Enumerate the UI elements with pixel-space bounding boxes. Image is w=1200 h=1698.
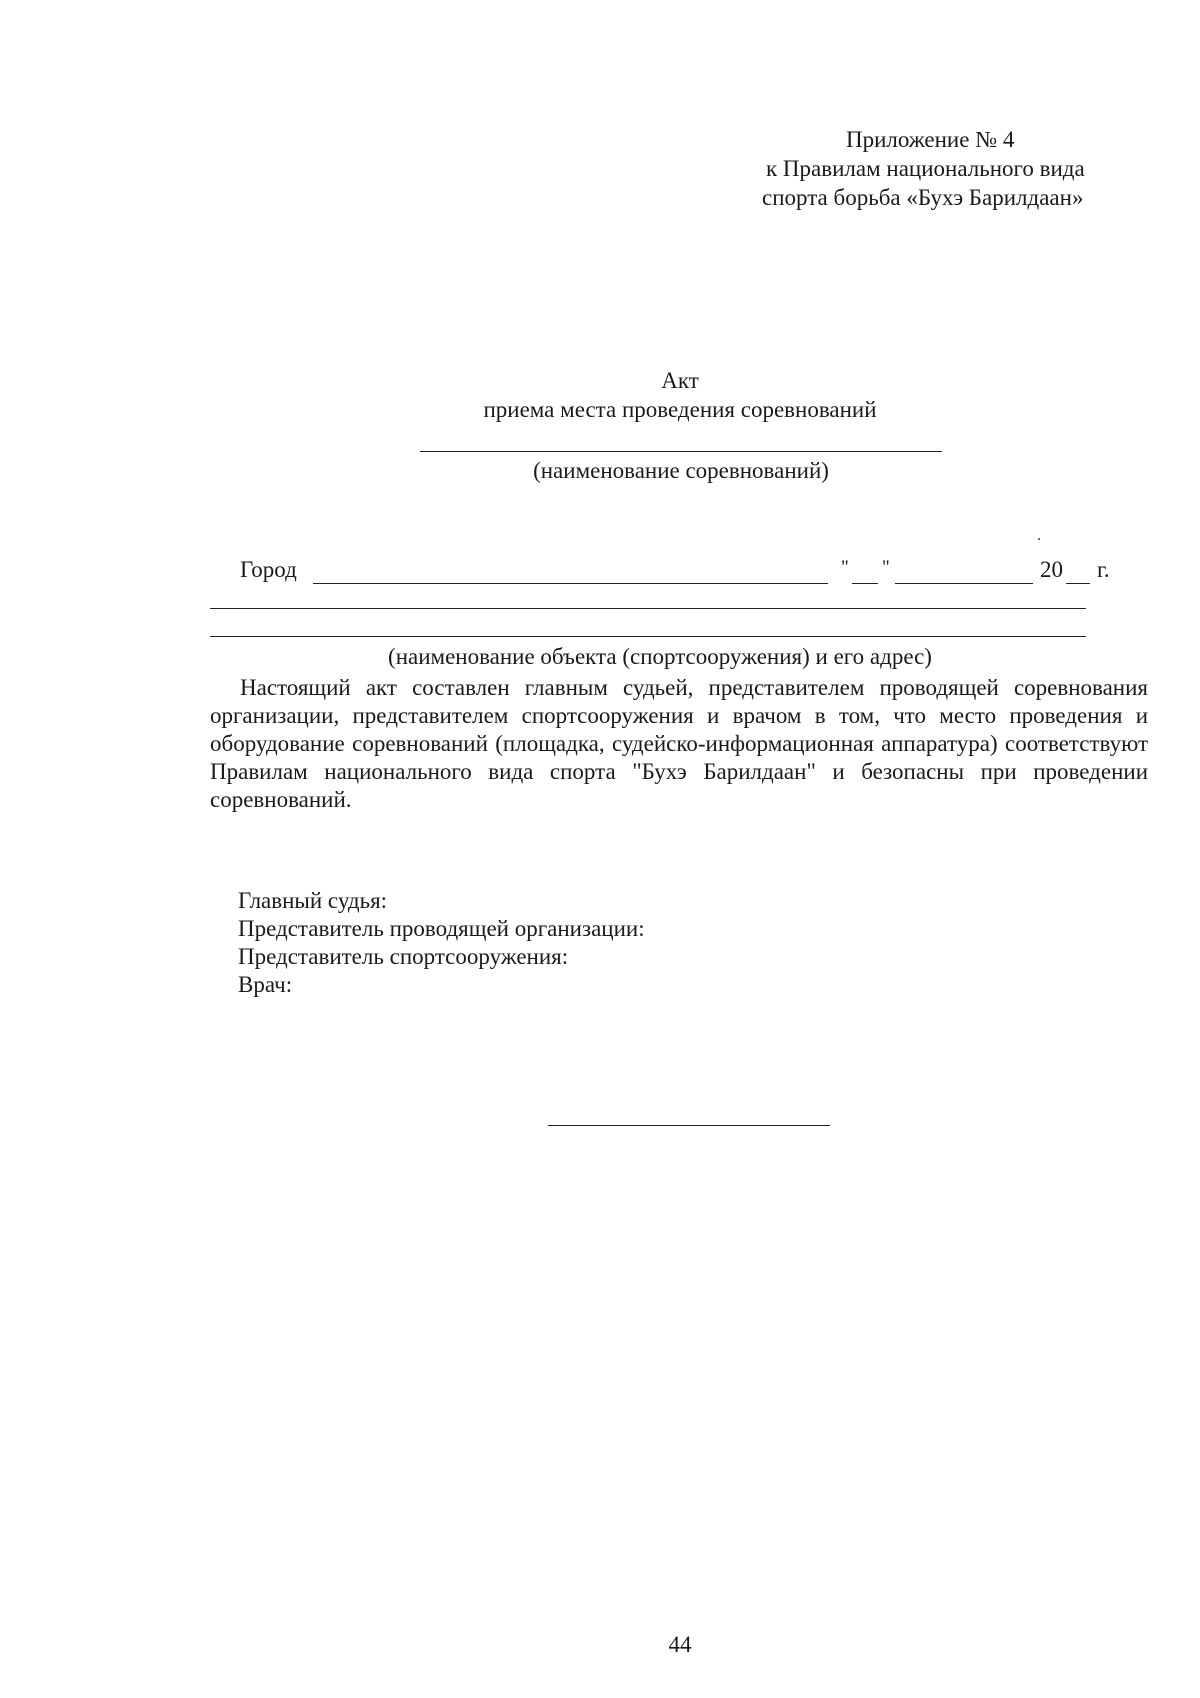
act-body-paragraph <box>210 674 1148 814</box>
page-number: 44 <box>668 1632 692 1657</box>
signature-block <box>238 887 645 999</box>
document-title: Акт <box>661 368 699 393</box>
appendix-rules-line: к Правилам национального вида <box>766 156 1085 181</box>
bottom-separator-line <box>548 1125 830 1126</box>
date-quote-open: " <box>841 557 849 578</box>
scan-speck <box>1038 538 1040 540</box>
chief-judge-label: Главный судья: <box>238 888 388 913</box>
organizer-rep-label: Представитель проводящей организации: <box>238 916 645 941</box>
year-suffix: г. <box>1097 557 1110 582</box>
city-label: Город <box>240 557 297 582</box>
competition-name-caption: (наименование соревнований) <box>533 458 829 483</box>
year-prefix: 20 <box>1040 557 1063 582</box>
appendix-number: Приложение № 4 <box>846 127 1015 152</box>
act-body-text: Настоящий акт составлен главным судьей, представителем проводящей соревнования организации, представителем спортсооружения и врачом в том, что место проведения и оборудование соревнований (площадка, судейско-информационная аппаратура) соответствуют Правилам национального вида спорта "Бухэ Барилдаан" и безопасны при проведении соревнований. <box>210 675 1148 812</box>
appendix-sport-line: спорта борьба «Бухэ Барилдаан» <box>762 185 1084 210</box>
date-quote-close: " <box>882 557 890 578</box>
object-caption: (наименование объекта (спортсооружения) и его адрес) <box>388 644 932 669</box>
day-blank-line <box>852 583 878 584</box>
month-blank-line <box>895 583 1033 584</box>
document-subtitle: приема места проведения соревнований <box>483 397 877 422</box>
appendix-header <box>700 125 1120 212</box>
object-blank-line-2 <box>210 636 1086 637</box>
object-blank-line-1 <box>210 608 1086 609</box>
city-blank-line <box>313 583 828 584</box>
doctor-label: Врач: <box>238 972 293 997</box>
competition-name-line <box>420 451 942 452</box>
year-blank-line <box>1066 583 1090 584</box>
facility-rep-label: Представитель спортсооружения: <box>238 944 569 969</box>
